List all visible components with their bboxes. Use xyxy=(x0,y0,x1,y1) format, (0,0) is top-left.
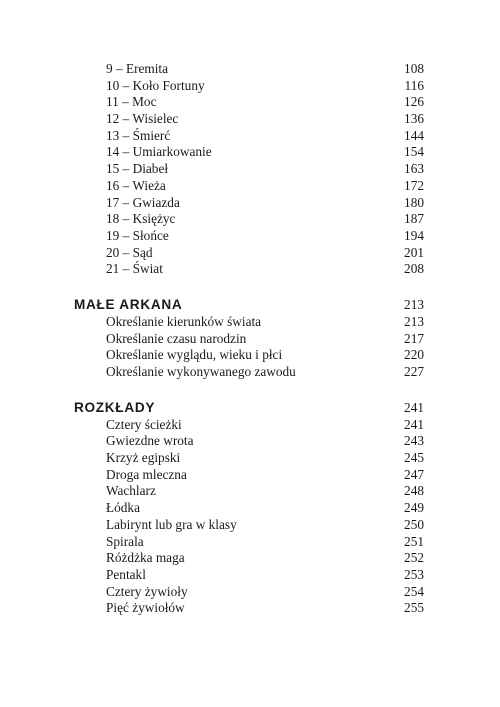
toc-entry xyxy=(106,195,424,212)
toc-entry-label: 11 – Moc xyxy=(106,94,157,110)
toc-entry-label: 17 – Gwiazda xyxy=(106,194,180,210)
toc-entry-page: 252 xyxy=(404,550,424,566)
toc-entry-page: 144 xyxy=(404,127,424,143)
toc-section-heading xyxy=(74,296,424,314)
toc-entry-label: 10 – Koło Fortuny xyxy=(106,77,205,93)
toc-entry-label: 12 – Wisielec xyxy=(106,111,179,127)
toc-entry-label: 20 – Sąd xyxy=(106,244,153,260)
toc-entry-label: Łódka xyxy=(106,500,140,516)
dot-leader xyxy=(176,131,401,140)
dot-leader xyxy=(243,520,401,529)
toc-entry-page: 250 xyxy=(404,516,424,532)
toc-entry-page: 247 xyxy=(404,466,424,482)
dot-leader xyxy=(159,248,401,257)
toc-entry-page: 227 xyxy=(404,364,424,379)
dot-leader xyxy=(193,470,401,479)
toc-entry xyxy=(106,128,424,145)
toc-entry-label: Różdżka maga xyxy=(106,550,185,566)
dot-leader xyxy=(186,198,401,207)
toc-entry xyxy=(106,61,424,78)
toc-entry-page: 249 xyxy=(404,500,424,516)
dot-leader xyxy=(288,350,401,359)
dot-leader xyxy=(302,367,401,376)
toc-entry xyxy=(106,261,424,278)
toc-entry-label: 18 – Księżyc xyxy=(106,211,176,227)
dot-leader xyxy=(174,164,401,173)
dot-leader xyxy=(267,317,401,326)
toc-entry-page: 201 xyxy=(404,244,424,260)
toc-entry-page: 248 xyxy=(404,483,424,499)
dot-leader xyxy=(191,553,401,562)
toc-entry-page: 172 xyxy=(404,177,424,193)
toc-entry-page: 213 xyxy=(404,313,424,329)
dot-leader xyxy=(188,300,401,309)
toc-entry-page: 136 xyxy=(404,111,424,127)
dot-leader xyxy=(162,97,401,106)
dot-leader xyxy=(181,214,401,223)
toc-entry xyxy=(106,144,424,161)
toc-entry-label: 9 – Eremita xyxy=(106,61,169,76)
toc-entry-page: 180 xyxy=(404,194,424,210)
toc-entry-page: 220 xyxy=(404,347,424,363)
section-heading-page: 213 xyxy=(404,296,424,312)
dot-leader xyxy=(252,334,401,343)
toc-entry-page: 154 xyxy=(404,144,424,160)
toc-entry-label: 13 – Śmierć xyxy=(106,127,171,143)
toc-entry-page: 108 xyxy=(404,61,424,76)
toc-entry-label: 14 – Umiarkowanie xyxy=(106,144,212,160)
toc-entry-label: Określanie czasu narodzin xyxy=(106,330,247,346)
dot-leader xyxy=(146,503,401,512)
toc-entry xyxy=(106,483,424,500)
dot-leader xyxy=(186,453,401,462)
section-heading-label: MAŁE ARKANA xyxy=(74,296,183,312)
toc-entry xyxy=(106,450,424,467)
toc-entry xyxy=(106,178,424,195)
toc-entry-label: Określanie wyglądu, wieku i płci xyxy=(106,347,283,363)
toc-entry-page: 116 xyxy=(404,77,424,93)
toc-entry xyxy=(106,500,424,517)
toc-entry-label: Krzyż egipski xyxy=(106,450,181,466)
toc-entry-page: 245 xyxy=(404,450,424,466)
table-of-contents xyxy=(74,61,424,617)
toc-entry xyxy=(106,78,424,95)
toc-entry xyxy=(106,111,424,128)
dot-leader xyxy=(161,403,401,412)
dot-leader xyxy=(174,64,401,73)
toc-entry-label: 16 – Wieża xyxy=(106,177,166,193)
dot-leader xyxy=(188,420,401,429)
toc-entry-label: Pięć żywiołów xyxy=(106,600,185,616)
dot-leader xyxy=(218,147,401,156)
toc-entry-label: Określanie kierunków świata xyxy=(106,313,262,329)
toc-entry-page: 187 xyxy=(404,211,424,227)
toc-entry-label: 19 – Słońce xyxy=(106,227,169,243)
toc-entry-label: Cztery żywioły xyxy=(106,583,188,599)
toc-entry-page: 251 xyxy=(404,533,424,549)
toc-entry-page: 217 xyxy=(404,330,424,346)
dot-leader xyxy=(169,264,401,273)
dot-leader xyxy=(172,181,401,190)
toc-entry-label: 21 – Świat xyxy=(106,261,163,277)
toc-entry-page: 254 xyxy=(404,583,424,599)
toc-entry xyxy=(106,600,424,617)
toc-entry-page: 194 xyxy=(404,227,424,243)
dot-leader xyxy=(162,486,401,495)
toc-entry-label: Droga mleczna xyxy=(106,466,187,482)
dot-leader xyxy=(200,436,401,445)
toc-entry-page: 255 xyxy=(404,600,424,616)
toc-entry-label: Spirala xyxy=(106,533,144,549)
toc-entry xyxy=(106,228,424,245)
toc-entry-page: 243 xyxy=(404,433,424,449)
section-heading-label: ROZKŁADY xyxy=(74,399,156,415)
toc-entry-page: 253 xyxy=(404,566,424,582)
section-heading-page: 241 xyxy=(404,399,424,415)
toc-entry xyxy=(106,94,424,111)
toc-entry xyxy=(106,467,424,484)
toc-entry xyxy=(106,534,424,551)
toc-entry-label: Labirynt lub gra w klasy xyxy=(106,516,237,532)
toc-entry-page: 241 xyxy=(404,416,424,432)
toc-entry xyxy=(106,567,424,584)
dot-leader xyxy=(194,587,401,596)
toc-entry xyxy=(106,331,424,348)
dot-leader xyxy=(211,81,401,90)
toc-entry xyxy=(106,211,424,228)
toc-entry-label: 15 – Diabeł xyxy=(106,161,169,177)
dot-leader xyxy=(150,537,401,546)
toc-section-heading xyxy=(74,399,424,417)
dot-leader xyxy=(175,231,401,240)
toc-entry xyxy=(106,517,424,534)
toc-entry xyxy=(106,347,424,364)
toc-entry xyxy=(106,245,424,262)
section-spacer xyxy=(74,381,424,399)
dot-leader xyxy=(152,570,401,579)
toc-entry-label: Gwiezdne wrota xyxy=(106,433,194,449)
toc-entry xyxy=(106,364,424,381)
dot-leader xyxy=(184,114,401,123)
toc-entry-page: 208 xyxy=(404,261,424,277)
toc-entry xyxy=(106,584,424,601)
toc-entry xyxy=(106,161,424,178)
toc-entry-page: 163 xyxy=(404,161,424,177)
dot-leader xyxy=(191,603,401,612)
toc-entry-label: Określanie wykonywanego zawodu xyxy=(106,364,296,379)
toc-entry-label: Cztery ścieżki xyxy=(106,416,182,432)
toc-entry xyxy=(106,417,424,434)
toc-entry-page: 126 xyxy=(404,94,424,110)
toc-entry xyxy=(106,433,424,450)
toc-entry-label: Wachlarz xyxy=(106,483,156,499)
toc-entry xyxy=(106,550,424,567)
toc-entry-label: Pentakl xyxy=(106,566,146,582)
toc-entry xyxy=(106,314,424,331)
section-spacer xyxy=(74,278,424,296)
